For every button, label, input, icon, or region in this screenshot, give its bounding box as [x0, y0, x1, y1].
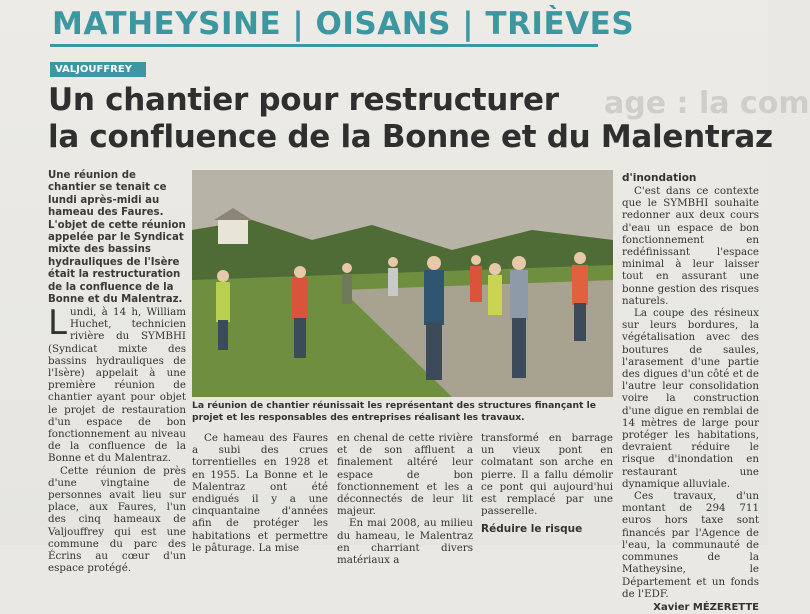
body-column-1	[48, 303, 186, 575]
paragraph-4: en chenal de cette rivière et de son affluent a finalement altéré leur espace de bon fonctionnement et les a déconnectés de leur lit majeur.	[337, 432, 473, 518]
body-column-4	[481, 432, 613, 536]
headline-line-1: Un chantier pour restructurer	[48, 82, 559, 118]
byline: Xavier MÉZERETTE	[653, 601, 759, 613]
adjacent-page-text: age : la com	[604, 86, 810, 121]
paragraph-1	[48, 303, 186, 465]
headline-line-2: la confluence de la Bonne et du Malentraz	[48, 119, 773, 155]
paragraph-3: Ce hameau des Faures a subi des crues torrentielles en 1928 et en 1955. La Bonne et le Malentraz ont été endigués il y a une cinquantaine d'années afin de protéger les habitations et permettre le pâturage. La mise	[192, 432, 328, 554]
headline	[48, 82, 773, 156]
body-column-5	[622, 172, 759, 614]
paragraph-7: C'est dans ce contexte que le SYMBHI souhaite redonner aux deux cours d'eau un espace de bon fonctionnement en redéfinissant l'espace minimal à leur laisser tout en assurant une bonne gestion des risques naturels.	[622, 185, 759, 307]
paragraph-8: La coupe des résineux sur leurs bordures, la végétalisation avec des boutures de saules, l'arasement d'une partie des digues d'un côté et de l'autre leur consolidation voire la construction d'une digue en remblai de 14 mètres de large pour protéger les habitations, devraient réduire le risque d'inondation en restaurant une dynamique alluviale.	[622, 307, 759, 490]
paragraph-2: Cette réunion de près d'une vingtaine de personnes avait lieu sur place, aux Faures, l'un des cinq hameaux de Valjouffrey qui est une commune du parc des Écrins au cœur d'un espace protégé.	[48, 464, 186, 575]
subhead-reduce-risk: Réduire le risque	[481, 523, 583, 536]
photo-caption: La réunion de chantier réunissait les représentant des structures finançant le projet et les responsables des entreprises réalisant les travaux.	[192, 400, 596, 423]
article-photo	[192, 170, 613, 397]
dropcap: L	[48, 303, 67, 343]
section-rubric: MATHEYSINE | OISANS | TRIÈVES	[52, 6, 635, 42]
body-column-2	[192, 432, 328, 554]
body-column-3	[337, 432, 473, 566]
paragraph-5: En mai 2008, au milieu du hameau, le Malentraz en charriant divers matériaux a	[337, 517, 473, 567]
subhead-flooding: d'inondation	[622, 172, 697, 184]
paragraph-9: Ces travaux, d'un montant de 294 711 euros hors taxe sont financés par l'Agence de l'eau, la communauté de communes de la Matheysine, le Département et un fonds de l'EDF.	[622, 490, 759, 600]
paragraph-6: transformé en barrage un vieux pont en colmatant son arche en pierre. Il a fallu démolir ce pont qui aujourd'hui est remplacé par une passerelle.	[481, 432, 613, 518]
location-tag: VALJOUFFREY	[50, 62, 146, 77]
rubric-rule	[50, 44, 598, 47]
paragraph-1-text: undi, à 14 h, William Huchet, technicien rivière du SYMBHI (Syndicat mixte des bassins hydrauliques de l'Isère) appelait à une première réunion de chantier ayant pour objet le projet de restauration d'un espace de bon fonctionnement au niveau de la confluence de la Bonne et du Malentraz.	[48, 306, 186, 465]
lead-paragraph: Une réunion de chantier se tenait ce lundi après-midi au hameau des Faures. L'objet de cette réunion appelée par le Syndicat mixte des bassins hydrauliques de l'Isère était la restructuration de la confluence de la Bonne et du Malentraz.	[48, 170, 186, 306]
photo-illustration	[192, 170, 613, 397]
